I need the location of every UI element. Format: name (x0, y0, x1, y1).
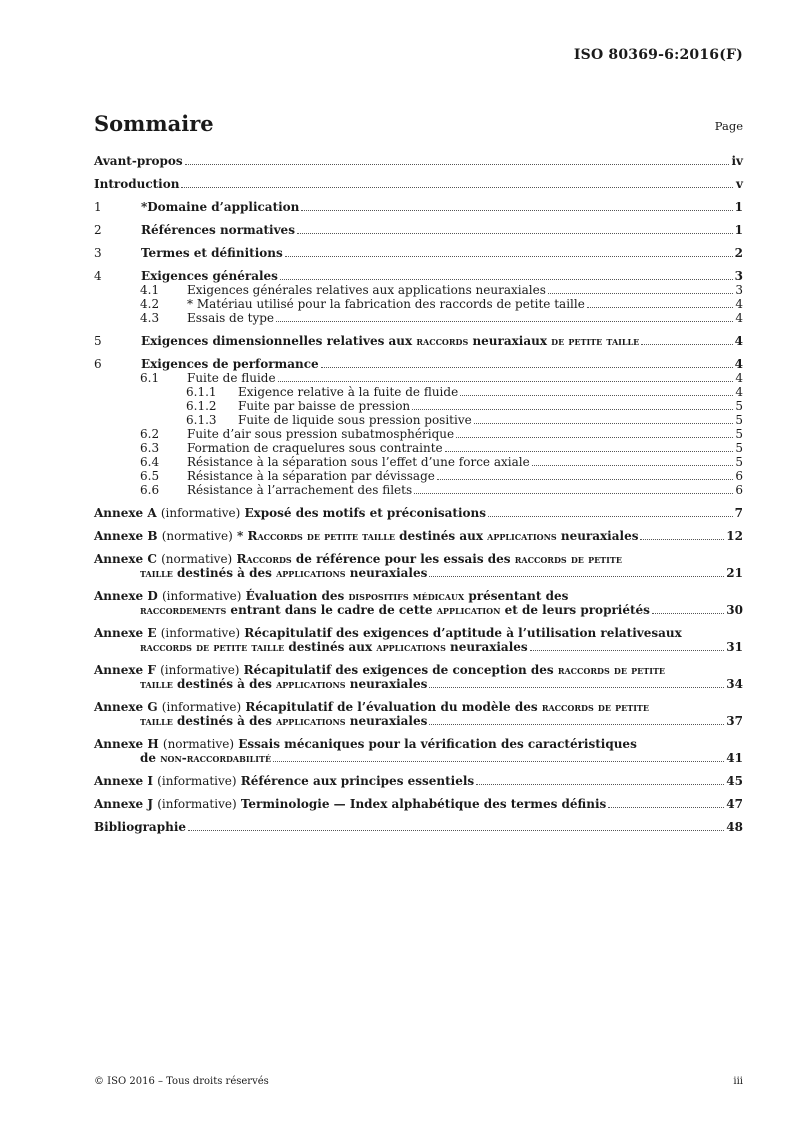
toc-entry-text: Fuite d’air sous pression subatmosphérique (187, 427, 455, 441)
toc-entry-text: Fuite de fluide (187, 371, 276, 385)
dot-leader (587, 307, 733, 308)
toc-entry-text: Introduction (94, 177, 180, 191)
dot-leader (414, 493, 733, 494)
page-title: Sommaire (94, 111, 214, 136)
toc-entry-text: Annexe I (informative) Référence aux principes essentiels (94, 774, 475, 788)
toc-entry-text: Exigences générales relatives aux applications neuraxiales (187, 283, 546, 297)
toc-entry-5[interactable] (94, 334, 743, 348)
toc-page-number: 3 (734, 269, 743, 283)
toc-entry-text: Annexe J (informative) Terminologie — Index alphabétique des termes définis (94, 797, 607, 811)
dot-leader (652, 613, 724, 614)
toc-entry-number: 4.1 (140, 283, 160, 297)
toc-entry-text: *Domaine d’application (141, 200, 300, 214)
dot-leader (301, 210, 732, 211)
toc-entry-text: Résistance à l’arrachement des filets (187, 483, 413, 497)
toc-page-number: iv (731, 154, 743, 168)
toc-page-number: 4 (735, 371, 743, 385)
toc-entry-6-4[interactable] (94, 455, 743, 469)
toc-entry-1[interactable] (94, 200, 743, 214)
toc-entry-text: Résistance à la séparation sous l’effet d’une force axiale (187, 455, 530, 469)
toc-entry-text-continued: taille destinés à des applications neuraxiales (140, 677, 428, 691)
toc-page-number: 47 (726, 797, 743, 811)
toc-entry-text-continued: de non-raccordabilité (140, 751, 272, 765)
dot-leader (445, 451, 733, 452)
dot-leader (285, 256, 733, 257)
toc-entry-number: 3 (94, 246, 102, 260)
toc-entry-text: * Matériau utilisé pour la fabrication des raccords de petite taille (187, 297, 585, 311)
toc-entry-6-1-1[interactable] (94, 385, 743, 399)
toc-entry-annexe-h[interactable] (94, 737, 743, 765)
toc-entry-text-continued: taille destinés à des applications neuraxiales (140, 714, 428, 728)
dot-leader (474, 423, 733, 424)
toc-entry-number: 6.6 (140, 483, 160, 497)
dot-leader (321, 367, 733, 368)
dot-leader (280, 279, 733, 280)
toc-page-number: 30 (726, 603, 743, 617)
document-id: ISO 80369-6:2016(F) (573, 47, 743, 63)
toc-page-number: 6 (735, 483, 743, 497)
toc-page-number: 5 (735, 427, 743, 441)
dot-leader (476, 784, 724, 785)
toc-entry-number: 5 (94, 334, 102, 348)
toc-page-number: 31 (726, 640, 743, 654)
toc-entry-introduction[interactable] (94, 177, 743, 191)
toc-page-number: 4 (734, 357, 743, 371)
toc-entry-text-continued: raccords de petite taille destinés aux applications neuraxiales (140, 640, 528, 654)
toc-entry-text: Exigences dimensionnelles relatives aux raccords neuraxiaux de petite taille (141, 334, 640, 348)
toc-page-number: 5 (735, 399, 743, 413)
toc-entry-annexe-g[interactable] (94, 700, 743, 728)
toc-entry-number: 6.1.3 (186, 413, 217, 427)
toc-entry-annexe-d[interactable] (94, 589, 743, 617)
dot-leader (185, 164, 730, 165)
dot-leader (488, 516, 733, 517)
toc-entry-text: Références normatives (141, 223, 295, 237)
toc-entry-annexe-b[interactable] (94, 529, 743, 543)
toc-entry-2[interactable] (94, 223, 743, 237)
dot-leader (276, 321, 733, 322)
toc-entry-number: 1 (94, 200, 102, 214)
toc-entry-text: Avant-propos (94, 154, 183, 168)
toc-entry-6-1[interactable] (94, 371, 743, 385)
dot-leader (641, 344, 732, 345)
toc-entry-number: 4.3 (140, 311, 160, 325)
toc-entry-6-6[interactable] (94, 483, 743, 497)
toc-entry-text: Bibliographie (94, 820, 187, 834)
table-of-contents (94, 154, 743, 834)
toc-entry-text: Exigence relative à la fuite de fluide (238, 385, 459, 399)
toc-entry-annexe-f[interactable] (94, 663, 743, 691)
toc-entry-text-continued: raccordements entrant dans le cadre de cette application et de leurs propriétés (140, 603, 650, 617)
toc-entry-4-1[interactable] (94, 283, 743, 297)
toc-page-number: 34 (726, 677, 743, 691)
toc-entry-6-2[interactable] (94, 427, 743, 441)
toc-entry-number: 6.5 (140, 469, 160, 483)
toc-entry-text: Essais de type (187, 311, 275, 325)
dot-leader (273, 761, 724, 762)
toc-entry-text: Annexe D (informative) Évaluation des dispositifs médicaux présentant des (94, 589, 569, 603)
toc-entry-6-5[interactable] (94, 469, 743, 483)
toc-page-number: 7 (734, 506, 743, 520)
dot-leader (278, 381, 733, 382)
dot-leader (429, 687, 724, 688)
toc-page-number: 4 (734, 334, 743, 348)
toc-entry-annexe-j[interactable] (94, 797, 743, 811)
toc-entry-annexe-i[interactable] (94, 774, 743, 788)
toc-entry-3[interactable] (94, 246, 743, 260)
dot-leader (297, 233, 733, 234)
toc-entry-text: Exigences de performance (141, 357, 319, 371)
footer-copyright: © ISO 2016 – Tous droits réservés (94, 1076, 269, 1087)
toc-entry-text: Annexe E (informative) Récapitulatif des exigences d’aptitude à l’utilisation relativesaux (94, 626, 682, 640)
toc-entry-number: 6.3 (140, 441, 160, 455)
dot-leader (548, 293, 733, 294)
toc-entry-text: Annexe B (normative) * Raccords de petite taille destinés aux applications neuraxiales (94, 529, 639, 543)
toc-page-number: 4 (735, 385, 743, 399)
toc-page-number: 41 (726, 751, 743, 765)
dot-leader (456, 437, 733, 438)
dot-leader (412, 409, 733, 410)
toc-entry-text-continued: taille destinés à des applications neuraxiales (140, 566, 428, 580)
toc-entry-text: Annexe A (informative) Exposé des motifs et préconisations (94, 506, 486, 520)
toc-entry-annexe-c[interactable] (94, 552, 743, 580)
toc-entry-text: Fuite par baisse de pression (238, 399, 411, 413)
toc-entry-annexe-a[interactable] (94, 506, 743, 520)
toc-page-number: 48 (726, 820, 743, 834)
page-column-label: Page (714, 119, 743, 133)
toc-page-number: 2 (734, 246, 743, 260)
toc-entry-bibliographie[interactable] (94, 820, 743, 834)
dot-leader (437, 479, 733, 480)
toc-entry-text: Termes et définitions (141, 246, 283, 260)
dot-leader (640, 539, 724, 540)
toc-page-number: 21 (726, 566, 743, 580)
toc-entry-6[interactable] (94, 357, 743, 371)
toc-entry-annexe-e[interactable] (94, 626, 743, 654)
toc-entry-number: 4 (94, 269, 102, 283)
toc-page-number: 1 (734, 223, 743, 237)
dot-leader (532, 465, 733, 466)
toc-entry-number: 6.2 (140, 427, 160, 441)
toc-entry-6-1-3[interactable] (94, 413, 743, 427)
toc-page-number: 37 (726, 714, 743, 728)
toc-entry-text: Annexe H (normative) Essais mécaniques pour la vérification des caractéristiques (94, 737, 637, 751)
toc-entry-number: 6.1 (140, 371, 160, 385)
toc-page-number: 3 (735, 283, 743, 297)
toc-entry-number: 4.2 (140, 297, 160, 311)
toc-page-number: 45 (726, 774, 743, 788)
dot-leader (188, 830, 724, 831)
toc-page-number: 4 (735, 297, 743, 311)
dot-leader (429, 724, 724, 725)
toc-entry-6-1-2[interactable] (94, 399, 743, 413)
toc-entry-text: Exigences générales (141, 269, 278, 283)
toc-entry-6-3[interactable] (94, 441, 743, 455)
dot-leader (608, 807, 724, 808)
toc-page-number: 12 (726, 529, 743, 543)
toc-page-number: 6 (735, 469, 743, 483)
toc-entry-number: 6 (94, 357, 102, 371)
toc-entry-avant-propos[interactable] (94, 154, 743, 168)
toc-entry-number: 6.1.2 (186, 399, 217, 413)
toc-page-number: 4 (735, 311, 743, 325)
dot-leader (530, 650, 725, 651)
toc-page-number: 1 (734, 200, 743, 214)
toc-page-number: v (736, 177, 743, 191)
toc-entry-text: Annexe F (informative) Récapitulatif des exigences de conception des raccords de petite (94, 663, 665, 677)
toc-entry-number: 6.4 (140, 455, 160, 469)
toc-page-number: 5 (735, 441, 743, 455)
toc-entry-text: Formation de craquelures sous contrainte (187, 441, 443, 455)
toc-entry-text: Fuite de liquide sous pression positive (238, 413, 472, 427)
toc-page-number: 5 (735, 455, 743, 469)
toc-entry-4-2[interactable] (94, 297, 743, 311)
dot-leader (429, 576, 724, 577)
toc-entry-4-3[interactable] (94, 311, 743, 325)
toc-entry-number: 2 (94, 223, 102, 237)
toc-entry-text: Annexe G (informative) Récapitulatif de l’évaluation du modèle des raccords de petite (94, 700, 649, 714)
footer-page-number: iii (733, 1076, 743, 1087)
dot-leader (181, 187, 733, 188)
toc-entry-4[interactable] (94, 269, 743, 283)
toc-page-number: 5 (735, 413, 743, 427)
toc-entry-text: Annexe C (normative) Raccords de référence pour les essais des raccords de petite (94, 552, 622, 566)
toc-entry-text: Résistance à la séparation par dévissage (187, 469, 435, 483)
toc-entry-number: 6.1.1 (186, 385, 217, 399)
dot-leader (460, 395, 733, 396)
